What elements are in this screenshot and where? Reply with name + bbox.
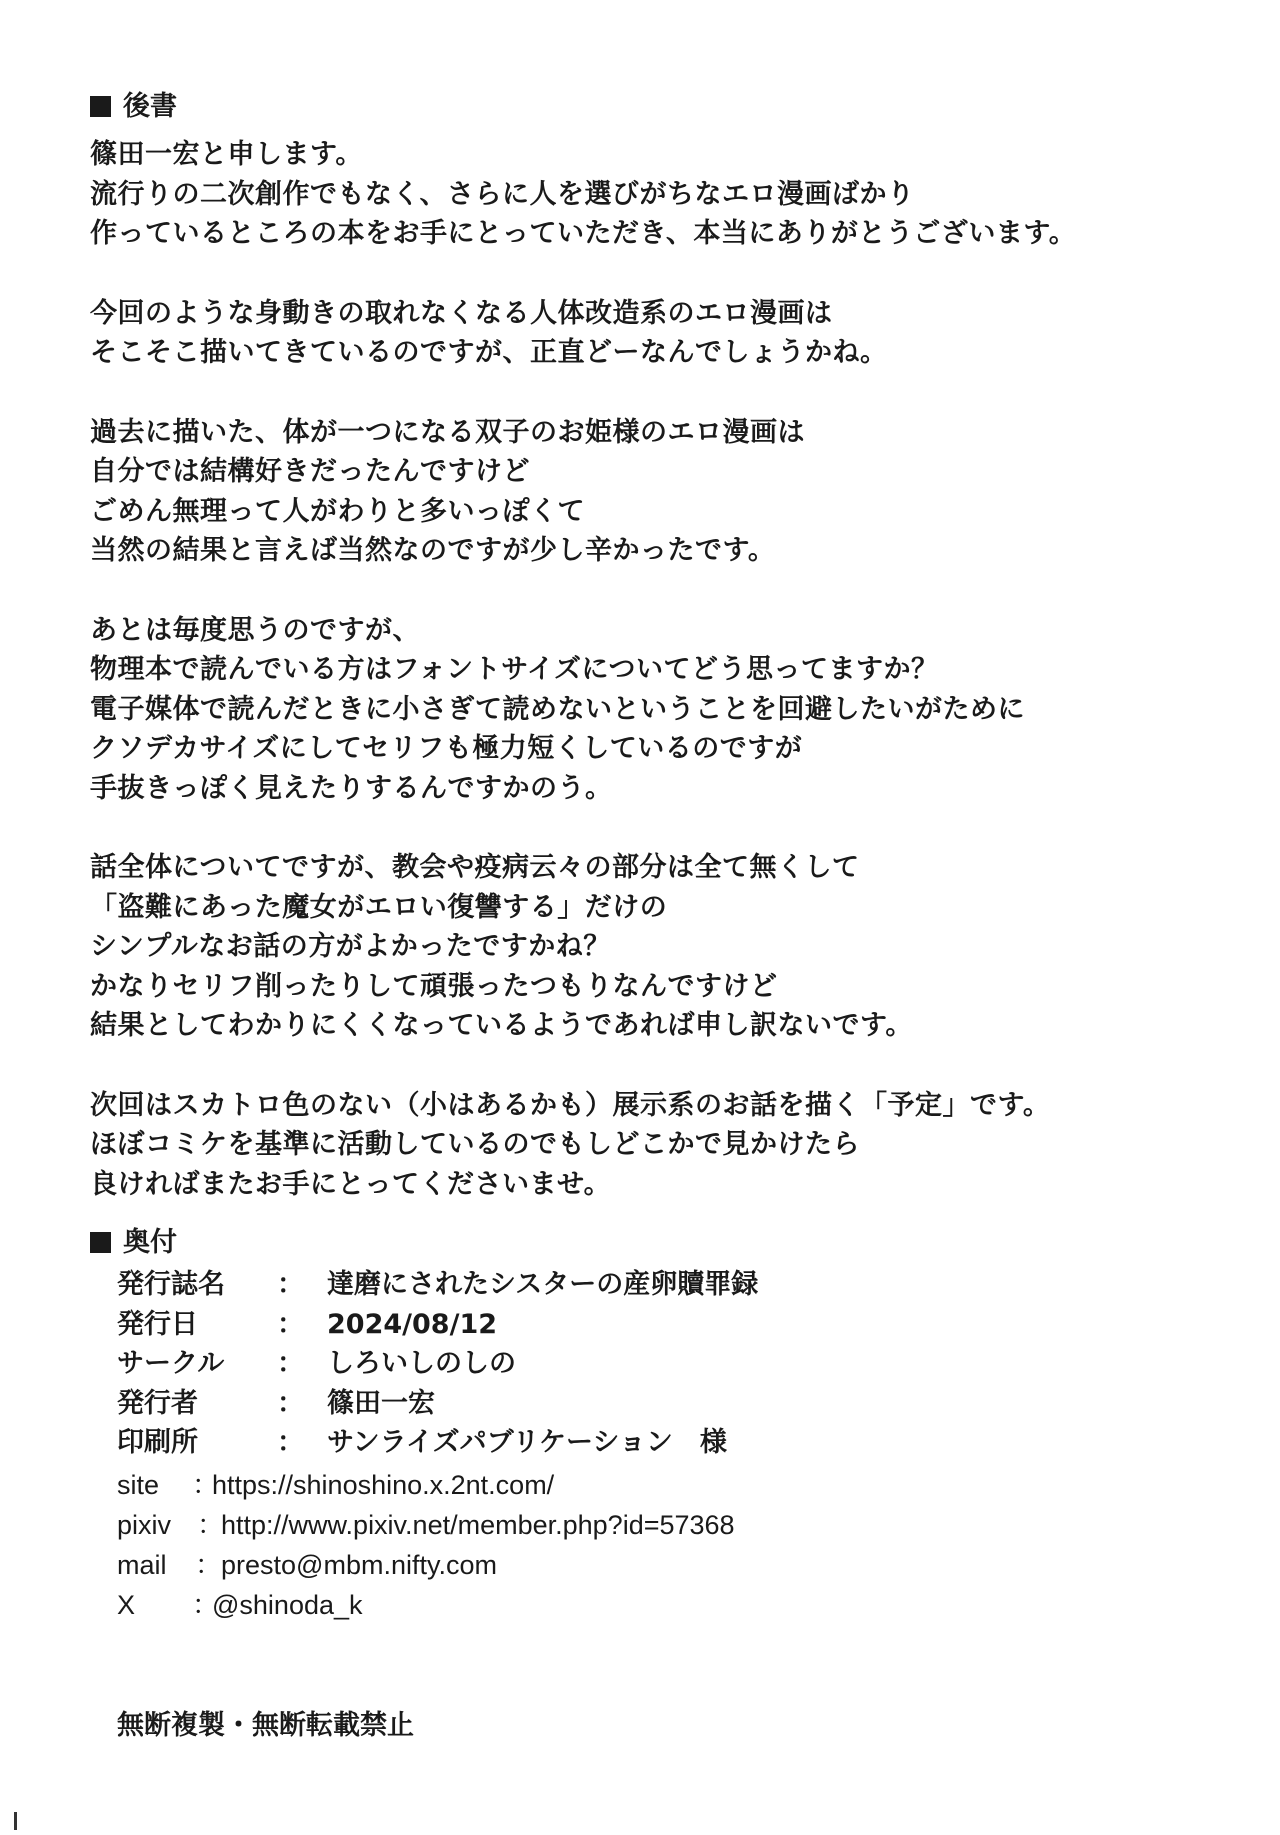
afterword-heading-text: 後書 (123, 91, 177, 122)
afterword-body (90, 135, 1240, 1244)
afterword-line: 流行りの二次創作でもなく、さらに人を選びがちなエロ漫画ばかり (90, 178, 915, 210)
colophon-row-title (117, 1265, 1117, 1305)
contact-separator: ： (195, 1550, 222, 1580)
afterword-paragraph (90, 135, 1240, 254)
afterword-paragraph (90, 611, 1240, 809)
afterword-line: 良ければまたお手にとってくださいませ。 (90, 1168, 612, 1200)
colophon-heading-text: 奥付 (123, 1227, 177, 1258)
page-edge-mark (14, 1812, 17, 1830)
colophon-label: サークル (117, 1348, 225, 1379)
mail-link[interactable]: presto@mbm.nifty.com (221, 1550, 497, 1580)
afterword-line: 今回のような身動きの取れなくなる人体改造系のエロ漫画は (90, 297, 833, 329)
contact-label: mail (117, 1550, 167, 1580)
contact-label: X (117, 1590, 136, 1620)
square-bullet-icon (90, 1232, 111, 1253)
afterword-paragraph (90, 848, 1240, 1046)
colophon-separator: ： (277, 1308, 304, 1340)
colophon-table (117, 1265, 1117, 1463)
afterword-line: 作っているところの本をお手にとっていただき、本当にありがとうございます。 (90, 218, 1077, 249)
afterword-line: かなりセリフ削ったりして頑張ったつもりなんですけど (90, 970, 778, 1002)
colophon-value: 2024/08/12 (327, 1308, 498, 1340)
colophon-row-circle (117, 1344, 1117, 1384)
contact-row-site (117, 1465, 1117, 1505)
colophon-separator: ： (277, 1348, 304, 1379)
colophon-value: サンライズパブリケーション 様 (327, 1427, 727, 1458)
afterword-line: ごめん無理って人がわりと多いっぽくて (90, 495, 585, 527)
afterword-line: 結果としてわかりにくくなっているようであれば申し訳ないです。 (90, 1010, 913, 1041)
pixiv-link[interactable]: http://www.pixiv.net/member.php?id=57368 (221, 1510, 735, 1540)
afterword-line: 当然の結果と言えば当然なのですが少し辛かったです。 (90, 535, 776, 566)
afterword-line: 話全体についてですが、教会や疫病云々の部分は全て無くして (90, 852, 860, 883)
x-handle-link[interactable]: @shinoda_k (212, 1590, 363, 1620)
afterword-line: クソデカサイズにしてセリフも極力短くしているのですが (90, 733, 803, 764)
colophon-row-printer (117, 1423, 1117, 1463)
afterword-line: 物理本で読んでいる方はフォントサイズについてどう思ってますか？ (90, 654, 939, 685)
colophon-label: 発行日 (117, 1308, 198, 1340)
contact-label: site (117, 1470, 160, 1500)
afterword-line: 過去に描いた、体が一つになる双子のお姫様のエロ漫画は (90, 416, 805, 448)
contact-separator: ： (192, 1590, 219, 1620)
colophon-row-date (117, 1305, 1117, 1345)
contact-row-pixiv (117, 1505, 1117, 1545)
afterword-line: 自分では結構好きだったんですけど (90, 456, 530, 487)
site-link[interactable]: https://shinoshino.x.2nt.com/ (212, 1470, 555, 1500)
square-bullet-icon (90, 96, 111, 117)
contact-links (117, 1465, 1117, 1625)
afterword-line: 手抜きっぽく見えたりするんですかのう。 (90, 772, 613, 804)
afterword-line: 篠田一宏と申します。 (90, 139, 363, 170)
contact-row-mail (117, 1545, 1117, 1585)
afterword-paragraph (90, 413, 1240, 571)
colophon-separator: ： (277, 1427, 304, 1458)
colophon-separator: ： (277, 1269, 304, 1300)
colophon-value: 篠田一宏 (327, 1387, 435, 1419)
afterword-paragraph (90, 294, 1240, 373)
colophon-value: しろいしのしの (327, 1348, 516, 1379)
contact-row-x (117, 1585, 1117, 1625)
colophon-value: 達磨にされたシスターの産卵贖罪録 (327, 1269, 759, 1300)
afterword-line: ほぼコミケを基準に活動しているのでもしどこかで見かけたら (90, 1129, 860, 1160)
afterword-line: あとは毎度思うのですが、 (90, 614, 420, 646)
afterword-line: 「盗難にあった魔女がエロい復讐する」だけの (90, 891, 668, 923)
copyright-notice: 無断複製・無断転載禁止 (117, 1710, 414, 1741)
colophon-label: 発行誌名 (117, 1269, 225, 1300)
colophon-label: 発行者 (117, 1387, 198, 1419)
afterword-line: そこそこ描いてきているのですが、正直どーなんでしょうかね。 (90, 337, 888, 368)
afterword-line: 電子媒体で読んだときに小さぎて読めないということを回避したいがために (90, 693, 1025, 725)
contact-label: pixiv (117, 1510, 172, 1540)
colophon-separator: ： (277, 1387, 304, 1419)
afterword-line: 次回はスカトロ色のない（小はあるかも）展示系のお話を描く「予定」です。 (90, 1089, 1051, 1121)
colophon-label: 印刷所 (117, 1427, 198, 1458)
afterword-heading (90, 90, 177, 124)
contact-separator: ： (192, 1470, 219, 1500)
afterword-paragraph (90, 1086, 1240, 1205)
colophon-row-publisher (117, 1384, 1117, 1424)
afterword-line: シンプルなお話の方がよかったですかね？ (90, 931, 611, 962)
colophon-heading (90, 1226, 177, 1260)
contact-separator: ： (197, 1510, 224, 1540)
